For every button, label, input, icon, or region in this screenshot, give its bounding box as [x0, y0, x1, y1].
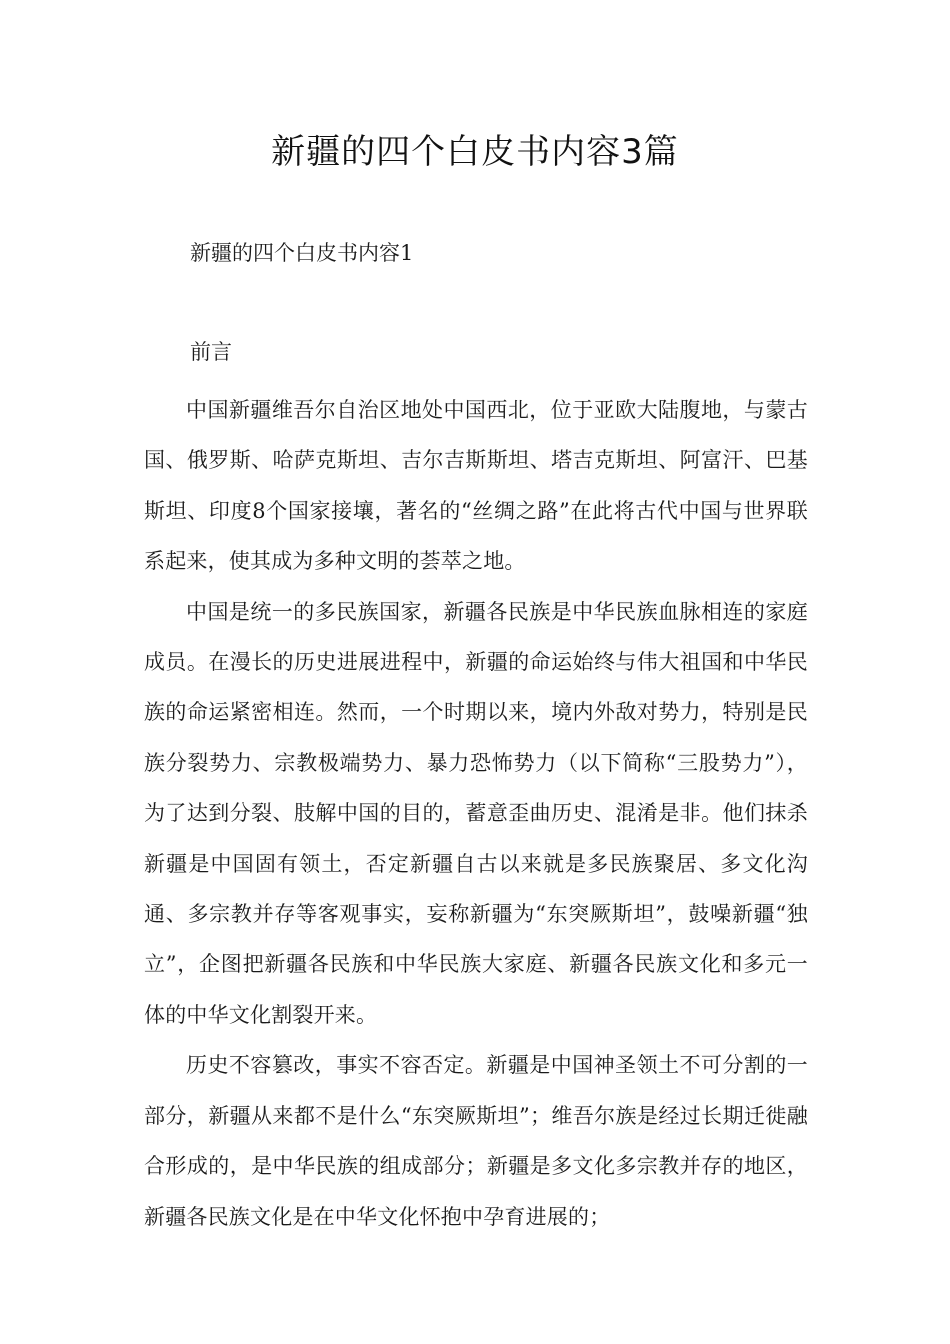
- section-heading: 前言: [190, 340, 232, 364]
- body-paragraph: 历史不容篡改，事实不容否定。新疆是中国神圣领土不可分割的一部分，新疆从来都不是什么“东突厥斯坦”；维吾尔族是经过长期迁徙融合形成的，是中华民族的组成部分；新疆是多文化多宗教并存的地区，新疆各民族文化是在中华文化怀抱中孕育进展的；: [144, 1053, 808, 1229]
- body-paragraph: 中国是统一的多民族国家，新疆各民族是中华民族血脉相连的家庭成员。在漫长的历史进展进程中，新疆的命运始终与伟大祖国和中华民族的命运紧密相连。然而，一个时期以来，境内外敌对势力，特别是民族分裂势力、宗教极端势力、暴力恐怖势力（以下简称“三股势力”），为了达到分裂、肢解中国的目的，蓄意歪曲历史、混淆是非。他们抹杀新疆是中国固有领土，否定新疆自古以来就是多民族聚居、多文化沟通、多宗教并存等客观事实，妄称新疆为“东突厥斯坦”，鼓噪新疆“独立”，企图把新疆各民族和中华民族大家庭、新疆各民族文化和多元一体的中华文化割裂开来。: [144, 599, 808, 1027]
- body-paragraph: 中国新疆维吾尔自治区地处中国西北，位于亚欧大陆腹地，与蒙古国、俄罗斯、哈萨克斯坦、吉尔吉斯斯坦、塔吉克斯坦、阿富汗、巴基斯坦、印度8个国家接壤，著名的“丝绸之路”在此将古代中国与世界联系起来，使其成为多种文明的荟萃之地。: [144, 398, 808, 574]
- document-subtitle: 新疆的四个白皮书内容1: [190, 241, 414, 265]
- document-title: 新疆的四个白皮书内容3篇: [271, 132, 679, 172]
- document-body: [144, 385, 808, 1242]
